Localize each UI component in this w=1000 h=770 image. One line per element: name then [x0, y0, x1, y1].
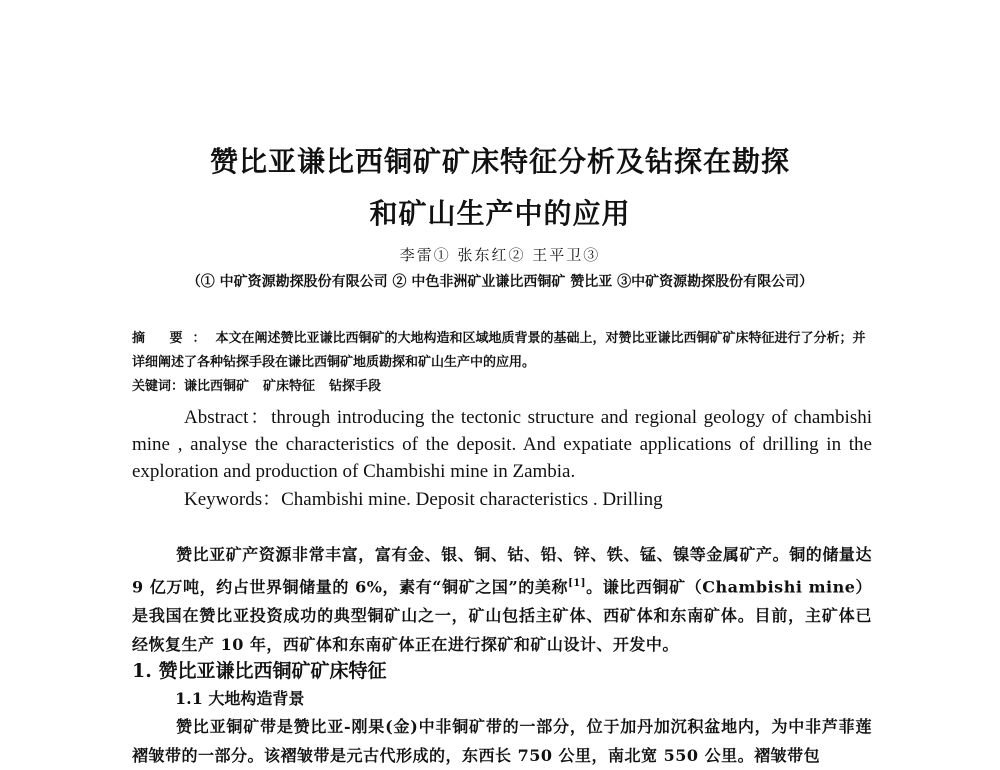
- keywords-zh: [132, 375, 381, 394]
- keyword-zh-item: 谦比西铜矿: [184, 379, 250, 394]
- abstract-zh: [132, 327, 872, 375]
- abstract-en: Abstract：through introducing the tectonic structure and regional geology of chambishi mine , analyse the characteristics of the deposit. And expatiate applications of drilling in the exploration and production of Chambishi mine in Zambia.: [132, 407, 872, 482]
- section-1-1-paragraph: 赞比亚铜矿带是赞比亚-刚果(金)中非铜矿带的一部分，位于加丹加沉积盆地内，为中非芦菲莲褶皱带的一部分。该褶皱带是元古代形成的，东西长 750 公里，南北宽 550 公里。褶皱带包: [132, 717, 872, 765]
- intro-paragraph: [132, 540, 872, 659]
- citation-ref: [1]: [568, 578, 586, 589]
- intro-text-b: 。谦比西铜矿（Chambishi mine）是我国在赞比亚投资成功的典型铜矿山之一，矿山包括主矿体、西矿体和东南矿体。目前，主矿体已经恢复生产 10 年，西矿体和东南矿体正在进行探矿和矿山设计、开发中。: [132, 577, 872, 655]
- affiliations: （① 中矿资源勘探股份有限公司 ② 中色非洲矿业谦比西铜矿 赞比亚 ③中矿资源勘探股份有限公司）: [186, 274, 814, 290]
- keywords-en: Keywords：Chambishi mine. Deposit characteristics . Drilling: [184, 489, 663, 510]
- section-heading-1: 1. 赞比亚谦比西铜矿矿床特征: [132, 660, 387, 682]
- keywords-zh-label: 关键词：: [132, 379, 185, 394]
- abstract-zh-label: 摘 要：: [132, 331, 216, 346]
- keyword-zh-item: 矿床特征: [263, 379, 316, 394]
- section-heading-1-1: 1.1 大地构造背景: [175, 689, 305, 708]
- abstract-zh-text: 本文在阐述赞比亚谦比西铜矿的大地构造和区域地质背景的基础上，对赞比亚谦比西铜矿矿床特征进行了分析；并详细阐述了各种钻探手段在谦比西铜矿地质勘探和矿山生产中的应用。: [132, 331, 866, 370]
- authors: 李雷① 张东红② 王平卫③: [399, 246, 601, 264]
- paper-title-line2: 和矿山生产中的应用: [369, 197, 631, 230]
- paper-title-line1: 赞比亚谦比西铜矿矿床特征分析及钻探在勘探: [209, 145, 790, 178]
- intro-text-a: 赞比亚矿产资源非常丰富，富有金、银、铜、钴、铅、锌、铁、锰、镍等金属矿产。铜的储量达 9 亿万吨，约占世界铜储量的 6%，素有“铜矿之国”的美称: [132, 545, 872, 597]
- keyword-zh-item: 钻探手段: [329, 379, 382, 394]
